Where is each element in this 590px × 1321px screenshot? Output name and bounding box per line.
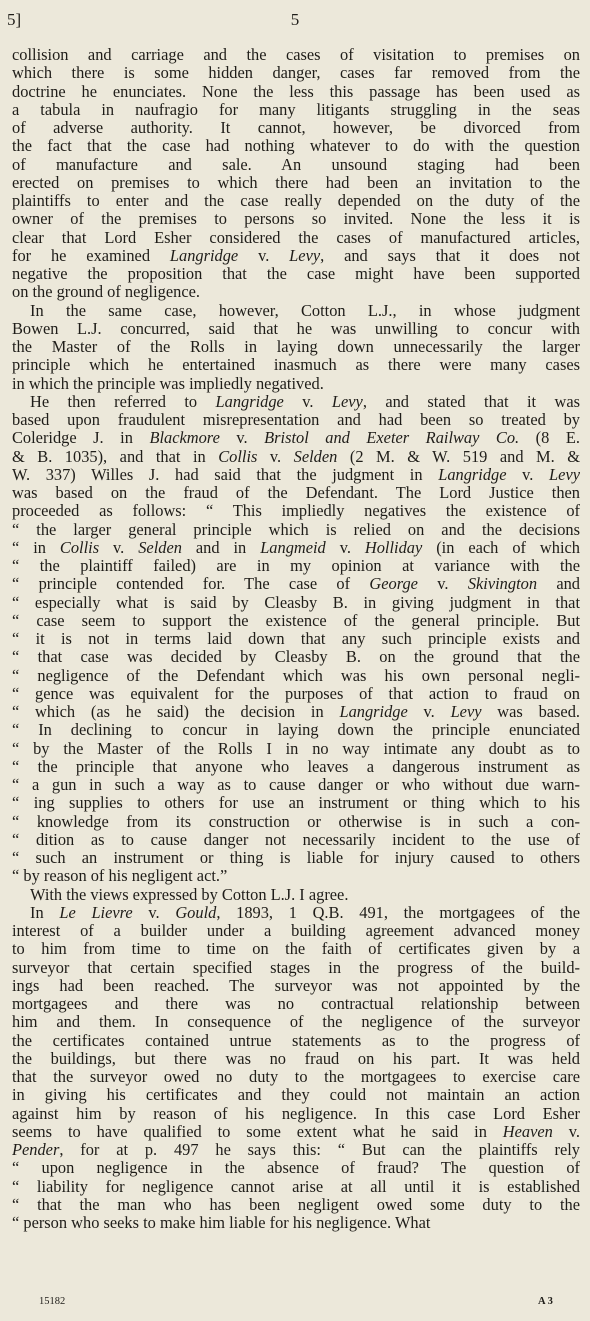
text-line: “ In declining to concur in laying down the principle enunciated xyxy=(12,721,580,740)
text-line: “ person who seeks to make him liable for his negligence. What xyxy=(12,1214,431,1232)
text-line: seems to have qualified to some extent what he said in Heaven v. xyxy=(12,1122,580,1141)
text-line: owner of the premises to persons so invited. None the less it is xyxy=(12,210,580,229)
text-line: He then referred to Langridge v. Levy, and stated that it was xyxy=(30,392,580,411)
paragraph xyxy=(12,904,580,1233)
text-line: “ case seem to support the existence of the general principle. But xyxy=(12,611,580,630)
text-line: Coleridge J. in Blackmore v. Bristol and Exeter Railway Co. (8 E. xyxy=(12,429,580,448)
text-line: on the ground of negligence. xyxy=(12,283,200,302)
text-line: of adverse authority. It cannot, however, be divorced from xyxy=(12,119,580,137)
text-line: “ a gun in such a way as to cause danger or who without due warn- xyxy=(12,776,580,794)
text-line: “ by reason of his negligent act.” xyxy=(12,867,228,886)
paragraph xyxy=(12,46,580,302)
text-line: W. 337) Willes J. had said that the judgment in Langridge v. Levy xyxy=(12,465,580,484)
text-line: proceeded as follows: “ This impliedly negatives the existence of xyxy=(12,502,580,521)
text-line: plaintiffs to enter and the case really depended on the duty of the xyxy=(12,192,580,210)
paragraph xyxy=(12,393,580,886)
text-line: in giving his certificates and they could not maintain an action xyxy=(12,1086,580,1105)
text-line: “ the larger general principle which is relied on and the decisions xyxy=(12,520,580,539)
text-line: “ the principle that anyone who leaves a dangerous instrument as xyxy=(12,757,580,776)
text-line: in which the principle was impliedly negatived. xyxy=(12,374,324,393)
text-line: a tabula in naufragio for many litigants struggling in the seas xyxy=(12,100,580,119)
text-line: With the views expressed by Cotton L.J. I agree. xyxy=(30,885,349,904)
text-line: doctrine he enunciates. None the less this passage has been used as xyxy=(12,82,580,101)
body-text xyxy=(12,46,580,1232)
text-line: to him from time to time on the faith of certificates given by a xyxy=(12,940,580,959)
text-line: principle which he entertained inasmuch as there were many cases xyxy=(12,356,580,375)
text-line: ings had been reached. The surveyor was not appointed by the xyxy=(12,976,580,995)
text-line: “ that case was decided by Cleasby B. on the ground that the xyxy=(12,648,580,667)
text-line: “ the plaintiff failed) are in my opinion at variance with the xyxy=(12,557,580,575)
text-line: “ gence was equivalent for the purposes of that action to fraud on xyxy=(12,684,580,703)
text-line: Bowen L.J. concurred, said that he was unwilling to concur with xyxy=(12,319,580,338)
text-line: “ knowledge from its construction or otherwise is in such a con- xyxy=(12,812,580,831)
text-line: the Master of the Rolls in laying down unnecessarily the larger xyxy=(12,338,580,356)
text-line: “ it is not in terms laid down that any such principle exists and xyxy=(12,630,580,648)
text-line: negative the proposition that the case might have been supported xyxy=(12,265,580,283)
text-line: clear that Lord Esher considered the cases of manufactured articles, xyxy=(12,228,580,247)
text-line: interest of a builder under a building agreement advanced money xyxy=(12,922,580,940)
text-line: that the surveyor owed no duty to the mortgagees to exercise care xyxy=(12,1068,580,1086)
text-line: In the same case, however, Cotton L.J., in whose judgment xyxy=(30,301,580,320)
text-line: the buildings, but there was no fraud on his part. It was held xyxy=(12,1049,580,1068)
text-line: against him by reason of his negligence. In this case Lord Esher xyxy=(12,1104,580,1123)
text-line: “ that the man who has been negligent owed some duty to the xyxy=(12,1195,580,1214)
text-line: In Le Lievre v. Gould, 1893, 1 Q.B. 491, the mortgagees of the xyxy=(30,903,580,922)
signature-mark: A 3 xyxy=(538,1296,553,1307)
text-line: surveyor that certain specified stages in the progress of the build- xyxy=(12,958,580,977)
text-line: was based on the fraud of the Defendant. The Lord Justice then xyxy=(12,484,580,502)
paragraph xyxy=(12,886,580,904)
text-line: “ by the Master of the Rolls I in no way intimate any doubt as to xyxy=(12,739,580,758)
text-line: collision and carriage and the cases of visitation to premises on xyxy=(12,46,580,64)
text-line: based upon fraudulent misrepresentation and had been so treated by xyxy=(12,411,580,429)
text-line: him and them. In consequence of the negligence of the surveyor xyxy=(12,1013,580,1032)
text-line: “ which (as he said) the decision in Langridge v. Levy was based. xyxy=(12,703,580,721)
paragraph xyxy=(12,302,580,393)
text-line: “ such an instrument or thing is liable for injury caused to others xyxy=(12,849,580,867)
text-line: “ ing supplies to others for use an instrument or thing which to his xyxy=(12,794,580,813)
text-line: & B. 1035), and that in Collis v. Selden (2 M. & W. 519 and M. & xyxy=(12,447,580,466)
text-line: “ in Collis v. Selden and in Langmeid v. Holliday (in each of which xyxy=(12,538,580,557)
printer-code: 15182 xyxy=(39,1296,66,1307)
header-left-mark: 5] xyxy=(7,10,22,29)
text-line: “ negligence of the Defendant which was his own personal negli- xyxy=(12,666,580,685)
text-line: the certificates contained untrue statements as to the progress of xyxy=(12,1031,580,1050)
text-line: of manufacture and sale. An unsound staging had been xyxy=(12,155,580,174)
text-line: erected on premises to which there had been an invitation to the xyxy=(12,173,580,192)
text-line: for he examined Langridge v. Levy, and says that it does not xyxy=(12,246,580,265)
text-line: mortgagees and there was no contractual relationship between xyxy=(12,995,580,1013)
text-line: “ especially what is said by Cleasby B. in giving judgment in that xyxy=(12,593,580,612)
text-line: “ upon negligence in the absence of fraud? The question of xyxy=(12,1159,580,1178)
text-line: “ dition as to cause danger not necessarily incident to the use of xyxy=(12,830,580,849)
text-line: “ liability for negligence cannot arise at all until it is established xyxy=(12,1177,580,1196)
page-number: 5 xyxy=(290,10,300,29)
text-line: “ principle contended for. The case of George v. Skivington and xyxy=(12,575,580,594)
page-header xyxy=(0,10,590,32)
text-line: Pender, for at p. 497 he says this: “ But can the plaintiffs rely xyxy=(12,1141,580,1159)
text-line: which there is some hidden danger, cases far removed from the xyxy=(12,64,580,83)
text-line: the fact that the case had nothing whatever to do with the question xyxy=(12,137,580,156)
